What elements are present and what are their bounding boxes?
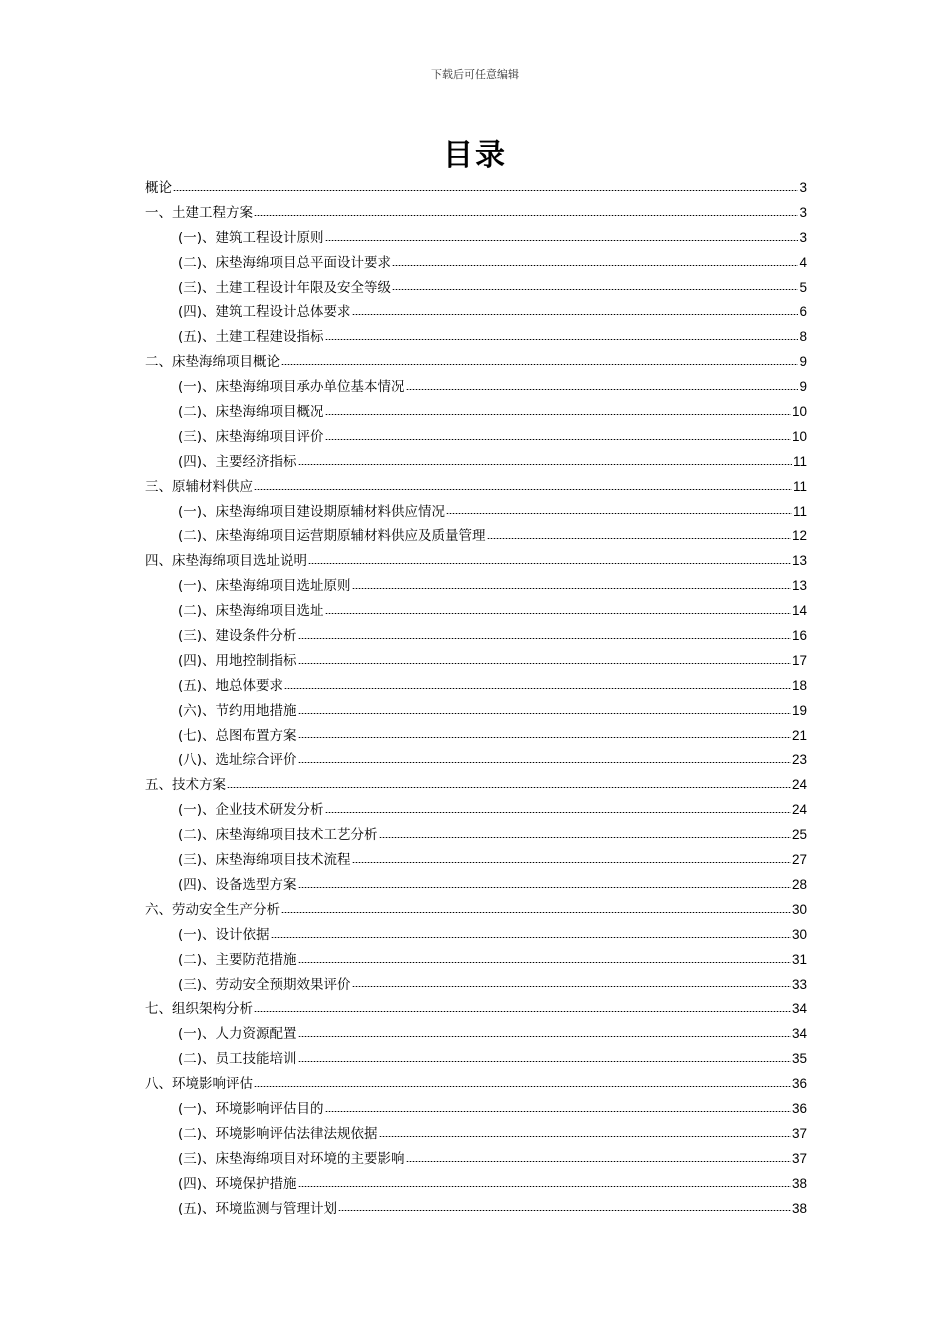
dot-leader: [352, 588, 791, 589]
toc-entry-page-number: 33: [791, 976, 807, 992]
toc-entry-page-number: 35: [791, 1051, 807, 1067]
toc-entry-label: (二)、床垫海绵项目选址: [178, 603, 324, 620]
toc-entry-label: 一、土建工程方案: [145, 204, 253, 221]
toc-entry[interactable]: [145, 1022, 807, 1047]
toc-entry-page-number: 3: [799, 229, 807, 245]
toc-entry[interactable]: [145, 375, 807, 400]
toc-entry-label: (一)、人力资源配置: [178, 1026, 297, 1043]
toc-entry-label: (三)、土建工程设计年限及安全等级: [178, 279, 392, 296]
dot-leader: [352, 862, 791, 863]
toc-entry-page-number: 11: [792, 503, 807, 519]
toc-entry[interactable]: [145, 1097, 807, 1122]
toc-entry-label: (五)、环境监测与管理计划: [178, 1200, 338, 1217]
dot-leader: [325, 240, 799, 241]
toc-entry[interactable]: [145, 300, 807, 325]
dot-leader: [254, 1086, 791, 1087]
dot-leader: [298, 713, 791, 714]
dot-leader: [298, 962, 791, 963]
toc-entry-label: (六)、节约用地措施: [178, 702, 297, 719]
dot-leader: [298, 887, 791, 888]
toc-entry-page-number: 38: [791, 1200, 807, 1216]
toc-entry[interactable]: [145, 176, 807, 201]
toc-entry-label: (四)、主要经济指标: [178, 453, 297, 470]
toc-entry-label: (一)、床垫海绵项目建设期原辅材料供应情况: [178, 503, 446, 520]
toc-entry[interactable]: [145, 724, 807, 749]
toc-entry-page-number: 34: [791, 1026, 807, 1042]
toc-entry-label: (二)、床垫海绵项目概况: [178, 404, 324, 421]
toc-entry[interactable]: [145, 475, 807, 500]
toc-entry-page-number: 10: [791, 428, 807, 444]
toc-entry-label: (一)、环境影响评估目的: [178, 1100, 324, 1117]
toc-entry-page-number: 14: [791, 603, 807, 619]
toc-entry[interactable]: [145, 1047, 807, 1072]
toc-entry[interactable]: [145, 549, 807, 574]
dot-leader: [298, 464, 792, 465]
toc-entry-page-number: 27: [791, 852, 807, 868]
dot-leader: [379, 1136, 791, 1137]
toc-entry[interactable]: [145, 1197, 807, 1222]
toc-entry-page-number: 10: [791, 404, 807, 420]
toc-entry[interactable]: [145, 649, 807, 674]
dot-leader: [487, 538, 791, 539]
toc-entry[interactable]: [145, 226, 807, 251]
toc-entry-page-number: 13: [791, 553, 807, 569]
toc-entry-page-number: 24: [791, 777, 807, 793]
toc-entry[interactable]: [145, 848, 807, 873]
toc-entry-label: 五、技术方案: [145, 777, 226, 794]
dot-leader: [254, 489, 792, 490]
toc-entry[interactable]: [145, 1172, 807, 1197]
toc-entry-page-number: 38: [791, 1175, 807, 1191]
toc-entry-page-number: 37: [791, 1125, 807, 1141]
dot-leader: [284, 688, 791, 689]
dot-leader: [298, 663, 791, 664]
toc-entry-label: (四)、环境保护措施: [178, 1175, 297, 1192]
toc-entry-label: (五)、土建工程建设指标: [178, 329, 324, 346]
toc-entry-label: 六、劳动安全生产分析: [145, 901, 280, 918]
dot-leader: [379, 837, 791, 838]
page-title: 目录: [443, 138, 507, 173]
dot-leader: [298, 1186, 791, 1187]
toc-entry[interactable]: [145, 748, 807, 773]
toc-entry-page-number: 5: [799, 279, 807, 295]
dot-leader: [392, 289, 798, 290]
toc-entry-page-number: 9: [799, 379, 807, 395]
dot-leader: [325, 439, 791, 440]
toc-entry-page-number: 23: [791, 752, 807, 768]
dot-leader: [338, 1210, 791, 1211]
toc-entry-label: (八)、选址综合评价: [178, 752, 297, 769]
dot-leader: [308, 563, 791, 564]
toc-entry-page-number: 9: [799, 354, 807, 370]
toc-entry-label: (二)、床垫海绵项目总平面设计要求: [178, 254, 392, 271]
toc-entry-page-number: 3: [799, 204, 807, 220]
toc-entry[interactable]: [145, 599, 807, 624]
toc-entry[interactable]: [145, 823, 807, 848]
toc-entry[interactable]: [145, 624, 807, 649]
dot-leader: [254, 215, 798, 216]
toc-entry[interactable]: [145, 500, 807, 525]
toc-entry[interactable]: [145, 674, 807, 699]
toc-entry[interactable]: [145, 400, 807, 425]
toc-entry[interactable]: [145, 1147, 807, 1172]
toc-entry-label: (二)、员工技能培训: [178, 1051, 297, 1068]
toc-entry-label: (三)、劳动安全预期效果评价: [178, 976, 351, 993]
toc-entry-label: (二)、主要防范措施: [178, 951, 297, 968]
toc-entry[interactable]: [145, 873, 807, 898]
toc-entry-page-number: 11: [792, 453, 807, 469]
toc-entry-label: 四、床垫海绵项目选址说明: [145, 553, 307, 570]
toc-entry-label: (三)、床垫海绵项目评价: [178, 428, 324, 445]
toc-entry[interactable]: [145, 276, 807, 301]
dot-leader: [325, 812, 791, 813]
toc-entry-label: (四)、用地控制指标: [178, 652, 297, 669]
toc-entry-label: (二)、床垫海绵项目技术工艺分析: [178, 827, 378, 844]
dot-leader: [446, 513, 792, 514]
toc-entry-page-number: 4: [799, 254, 807, 270]
toc-entry-label: 三、原辅材料供应: [145, 478, 253, 495]
dot-leader: [281, 912, 791, 913]
dot-leader: [281, 364, 798, 365]
toc-entry-label: (二)、环境影响评估法律法规依据: [178, 1125, 378, 1142]
toc-entry[interactable]: [145, 350, 807, 375]
toc-entry[interactable]: [145, 898, 807, 923]
toc-entry-page-number: 37: [791, 1150, 807, 1166]
toc-entry-page-number: 36: [791, 1076, 807, 1092]
toc-entry[interactable]: [145, 450, 807, 475]
toc-entry-label: 八、环境影响评估: [145, 1076, 253, 1093]
toc-entry-label: 概论: [145, 180, 172, 196]
toc-entry-page-number: 8: [799, 329, 807, 345]
toc-entry-label: (五)、地总体要求: [178, 677, 284, 694]
dot-leader: [325, 613, 791, 614]
toc-entry[interactable]: [145, 773, 807, 798]
dot-leader: [173, 190, 798, 191]
toc-entry[interactable]: [145, 524, 807, 549]
dot-leader: [406, 1161, 791, 1162]
header-note: 下载后可任意编辑: [431, 68, 519, 81]
toc-entry-label: (三)、床垫海绵项目对环境的主要影响: [178, 1150, 405, 1167]
toc-entry-page-number: 11: [792, 478, 807, 494]
toc-entry[interactable]: [145, 251, 807, 276]
toc-entry-page-number: 18: [791, 677, 807, 693]
toc-entry-page-number: 19: [791, 702, 807, 718]
toc-entry-page-number: 30: [791, 901, 807, 917]
toc-entry[interactable]: [145, 201, 807, 226]
dot-leader: [254, 1011, 791, 1012]
toc-entry[interactable]: [145, 923, 807, 948]
dot-leader: [298, 737, 791, 738]
toc-entry-label: (二)、床垫海绵项目运营期原辅材料供应及质量管理: [178, 528, 486, 545]
toc-entry-label: (一)、企业技术研发分析: [178, 802, 324, 819]
toc-entry-label: (三)、建设条件分析: [178, 628, 297, 645]
dot-leader: [392, 265, 798, 266]
toc-entry[interactable]: [145, 997, 807, 1022]
table-of-contents: [145, 176, 807, 1221]
toc-entry-page-number: 12: [791, 528, 807, 544]
toc-entry-label: (一)、建筑工程设计原则: [178, 229, 324, 246]
dot-leader: [325, 414, 791, 415]
dot-leader: [298, 638, 791, 639]
toc-entry-page-number: 3: [799, 180, 807, 195]
dot-leader: [298, 1061, 791, 1062]
toc-entry-label: (七)、总图布置方案: [178, 727, 297, 744]
dot-leader: [298, 762, 791, 763]
dot-leader: [352, 314, 799, 315]
toc-entry-page-number: 28: [791, 876, 807, 892]
toc-entry-page-number: 17: [791, 652, 807, 668]
toc-entry-label: 二、床垫海绵项目概论: [145, 354, 280, 371]
dot-leader: [298, 1036, 791, 1037]
toc-entry-page-number: 13: [791, 578, 807, 594]
toc-entry[interactable]: [145, 325, 807, 350]
dot-leader: [325, 339, 799, 340]
toc-entry-page-number: 25: [791, 827, 807, 843]
toc-entry[interactable]: [145, 574, 807, 599]
toc-entry[interactable]: [145, 699, 807, 724]
dot-leader: [227, 787, 791, 788]
toc-entry-label: 七、组织架构分析: [145, 1001, 253, 1018]
toc-entry[interactable]: [145, 1072, 807, 1097]
toc-entry-label: (一)、床垫海绵项目选址原则: [178, 578, 351, 595]
toc-entry-page-number: 21: [791, 727, 807, 743]
dot-leader: [271, 937, 791, 938]
toc-entry-page-number: 6: [799, 304, 807, 320]
dot-leader: [352, 986, 791, 987]
toc-entry-page-number: 16: [791, 628, 807, 644]
toc-entry-label: (四)、设备选型方案: [178, 876, 297, 893]
dot-leader: [325, 1111, 791, 1112]
toc-entry[interactable]: [145, 425, 807, 450]
toc-entry-label: (一)、床垫海绵项目承办单位基本情况: [178, 379, 405, 396]
dot-leader: [406, 389, 799, 390]
toc-entry-page-number: 36: [791, 1100, 807, 1116]
toc-entry-page-number: 34: [791, 1001, 807, 1017]
toc-entry[interactable]: [145, 973, 807, 998]
toc-entry-page-number: 24: [791, 802, 807, 818]
toc-entry[interactable]: [145, 1122, 807, 1147]
toc-entry-label: (一)、设计依据: [178, 926, 270, 943]
toc-entry-page-number: 31: [791, 951, 807, 967]
toc-entry-label: (四)、建筑工程设计总体要求: [178, 304, 351, 321]
toc-entry[interactable]: [145, 798, 807, 823]
toc-entry[interactable]: [145, 948, 807, 973]
toc-entry-page-number: 30: [791, 926, 807, 942]
toc-entry-label: (三)、床垫海绵项目技术流程: [178, 852, 351, 869]
